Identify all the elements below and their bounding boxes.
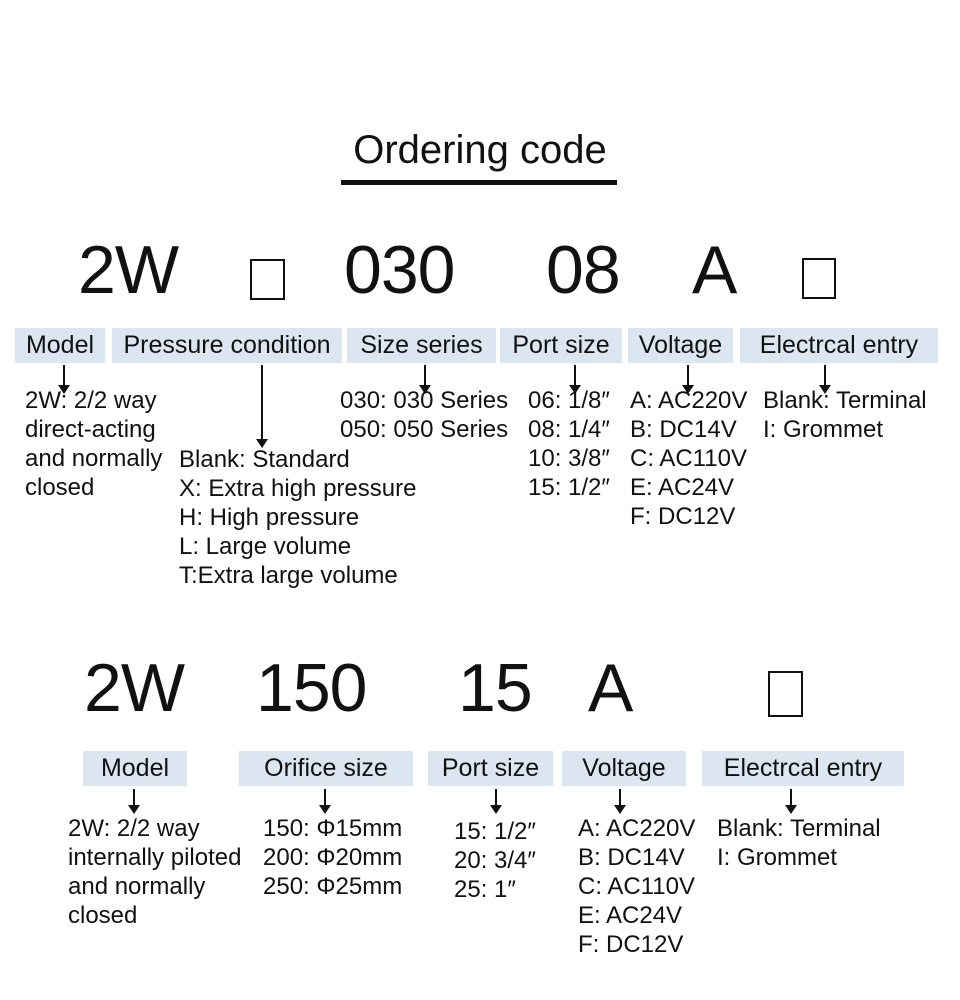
placeholder-box-electrical-entry (802, 258, 836, 299)
down-arrow (574, 365, 576, 385)
column-label-port-size: Port size (500, 328, 622, 363)
desc-line: closed (25, 474, 95, 501)
desc-line: B: DC14V (578, 844, 685, 871)
down-arrow (790, 789, 792, 805)
desc-line: 030: 030 Series (340, 387, 509, 414)
down-arrow (619, 789, 621, 805)
down-arrow (424, 365, 426, 385)
desc-line: T:Extra large volume (179, 562, 398, 589)
desc-line: F: DC12V (578, 931, 684, 958)
column-label-model: Model (15, 328, 105, 363)
down-arrow (63, 365, 65, 385)
desc-line: 2W: 2/2 way (25, 387, 157, 414)
desc-line: closed (68, 902, 138, 929)
down-arrow (687, 365, 689, 385)
desc-line: 15: 1/2″ (528, 474, 610, 501)
down-arrow (133, 789, 135, 805)
desc-column-voltage (630, 386, 747, 531)
desc-column-electrical-entry (717, 814, 881, 872)
desc-line: and normally (68, 873, 206, 900)
desc-line: I: Grommet (717, 844, 838, 871)
desc-line: and normally (25, 445, 163, 472)
desc-line: Blank: Terminal (717, 815, 881, 842)
desc-line: X: Extra high pressure (179, 475, 417, 502)
desc-column-model (25, 386, 162, 502)
code-segment-size-series: 030 (344, 232, 455, 308)
desc-line: internally piloted (68, 844, 242, 871)
column-label-orifice-size: Orifice size (239, 751, 413, 786)
page-title: Ordering code (353, 128, 607, 172)
desc-line: direct-acting (25, 416, 156, 443)
desc-line: 150: Φ15mm (263, 815, 403, 842)
desc-line: L: Large volume (179, 533, 352, 560)
desc-column-model (68, 814, 241, 930)
desc-line: 25: 1″ (454, 876, 516, 903)
desc-line: 06: 1/8″ (528, 387, 610, 414)
code-segment-model: 2W (84, 650, 184, 726)
down-arrow (324, 789, 326, 805)
desc-line: H: High pressure (179, 504, 360, 531)
desc-line: Blank: Standard (179, 446, 350, 473)
desc-column-port-size (528, 386, 610, 502)
desc-line: 050: 050 Series (340, 416, 509, 443)
desc-line: 08: 1/4″ (528, 416, 610, 443)
code-segment-voltage: A (588, 650, 633, 726)
desc-line: F: DC12V (630, 503, 736, 530)
desc-column-port-size (454, 817, 536, 904)
desc-line: E: AC24V (578, 902, 683, 929)
column-label-electrical-entry: Electrcal entry (740, 328, 938, 363)
title-underline (341, 180, 617, 185)
code-segment-model: 2W (78, 232, 178, 308)
desc-line: E: AC24V (630, 474, 735, 501)
placeholder-box-pressure-condition (250, 259, 285, 300)
desc-line: 2W: 2/2 way (68, 815, 200, 842)
desc-line: A: AC220V (630, 387, 748, 414)
desc-column-orifice-size (263, 814, 402, 901)
desc-line: B: DC14V (630, 416, 737, 443)
desc-line: C: AC110V (578, 873, 695, 900)
code-segment-port-size: 15 (458, 650, 532, 726)
desc-line: 250: Φ25mm (263, 873, 403, 900)
column-label-size-series: Size series (347, 328, 496, 363)
desc-column-electrical-entry (763, 386, 927, 444)
code-segment-orifice-size: 150 (256, 650, 367, 726)
column-label-port-size: Port size (428, 751, 553, 786)
desc-line: 10: 3/8″ (528, 445, 610, 472)
desc-line: 200: Φ20mm (263, 844, 403, 871)
code-segment-voltage: A (692, 232, 737, 308)
column-label-model: Model (83, 751, 187, 786)
placeholder-box-electrical-entry (768, 671, 803, 717)
column-label-voltage: Voltage (628, 328, 733, 363)
desc-column-voltage (578, 814, 695, 959)
column-label-electrical-entry: Electrcal entry (702, 751, 904, 786)
code-segment-port-size: 08 (546, 232, 620, 308)
desc-line: I: Grommet (763, 416, 884, 443)
desc-column-size-series (340, 386, 508, 444)
down-arrow (824, 365, 826, 385)
column-label-voltage: Voltage (562, 751, 686, 786)
desc-column-pressure-condition (179, 445, 416, 590)
down-arrow (495, 789, 497, 805)
down-arrow (261, 365, 263, 439)
desc-line: Blank: Terminal (763, 387, 927, 414)
desc-line: A: AC220V (578, 815, 696, 842)
desc-line: C: AC110V (630, 445, 747, 472)
desc-line: 15: 1/2″ (454, 818, 536, 845)
desc-line: 20: 3/4″ (454, 847, 536, 874)
column-label-pressure-condition: Pressure condition (112, 328, 342, 363)
